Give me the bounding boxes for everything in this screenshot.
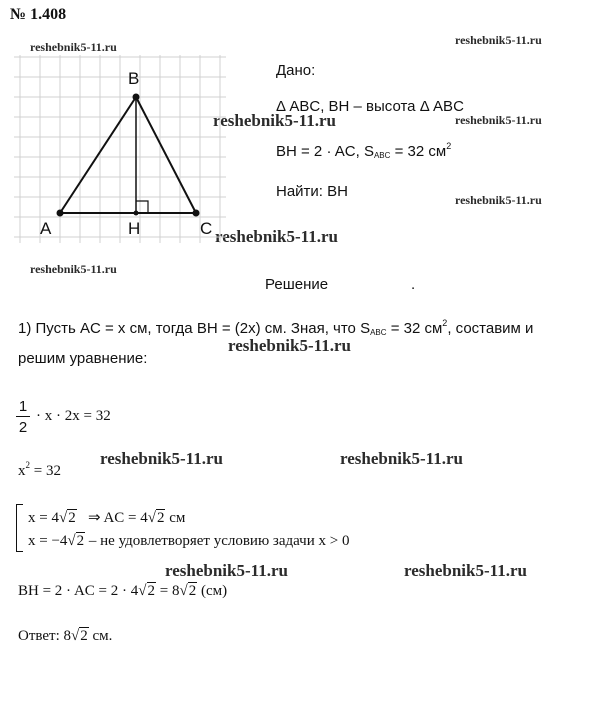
triangle-diagram [14,55,226,255]
find-line: Найти: BH [276,183,348,200]
answer: Ответ: 8√2 см. [18,628,113,644]
watermark: reshebnik5-11.ru [215,227,338,246]
bh-result: BH = 2 · AC = 2 · 4√2 = 8√2 (см) [18,583,228,599]
fraction-bar [16,416,30,417]
watermark: reshebnik5-11.ru [228,336,351,355]
vertex-c [193,210,200,217]
equation-1: · x · 2x = 32 [36,408,111,424]
problem-number: № 1.408 [10,6,67,23]
step-1-line-2: решим уравнение: [18,350,148,367]
solution-dot: . [411,276,416,293]
equation-2: $x^2 = 32$ [18,460,61,479]
system-bracket [16,504,23,552]
watermark: reshebnik5-11.ru [455,113,542,127]
fraction-denominator: 2 [18,419,28,436]
given-line-1: Δ ABC, BH – высота Δ ABC [276,98,464,115]
case-2: x = −4√2 – не удовлетворяет условию задачи x > 0 [28,533,350,549]
watermark: reshebnik5-11.ru [165,561,288,580]
fraction-one-half [16,398,30,436]
foot-h [134,211,139,216]
label-c: C [200,219,213,238]
right-angle-mark [136,201,148,213]
fraction-numerator: 1 [18,398,28,415]
watermark: reshebnik5-11.ru [455,193,542,207]
vertex-a [57,210,64,217]
watermark: reshebnik5-11.ru [404,561,527,580]
case-1: x = 4√2 ⇒ AC = 4√2 см [28,510,186,526]
watermark: reshebnik5-11.ru [340,449,463,468]
watermark: reshebnik5-11.ru [100,449,223,468]
vertex-b [133,94,140,101]
label-a: A [40,219,52,238]
watermark: reshebnik5-11.ru [455,33,542,47]
label-h: H [128,219,141,238]
given-line-2: BH = 2 · AC, $S_{ABC} = 32$ $см^2$ [276,141,452,160]
watermark: reshebnik5-11.ru [30,262,117,276]
step-1-line-1: 1) Пусть AC = x см, тогда BH = (2x) см. Зная, что $S_{ABC} = 32$ $см^2$, составим и [18,318,534,337]
label-b: B [128,69,140,88]
watermark: reshebnik5-11.ru [30,40,117,54]
given-header: Дано: [276,62,316,79]
solution-header: Решение [265,276,329,293]
watermark: reshebnik5-11.ru [213,111,336,130]
